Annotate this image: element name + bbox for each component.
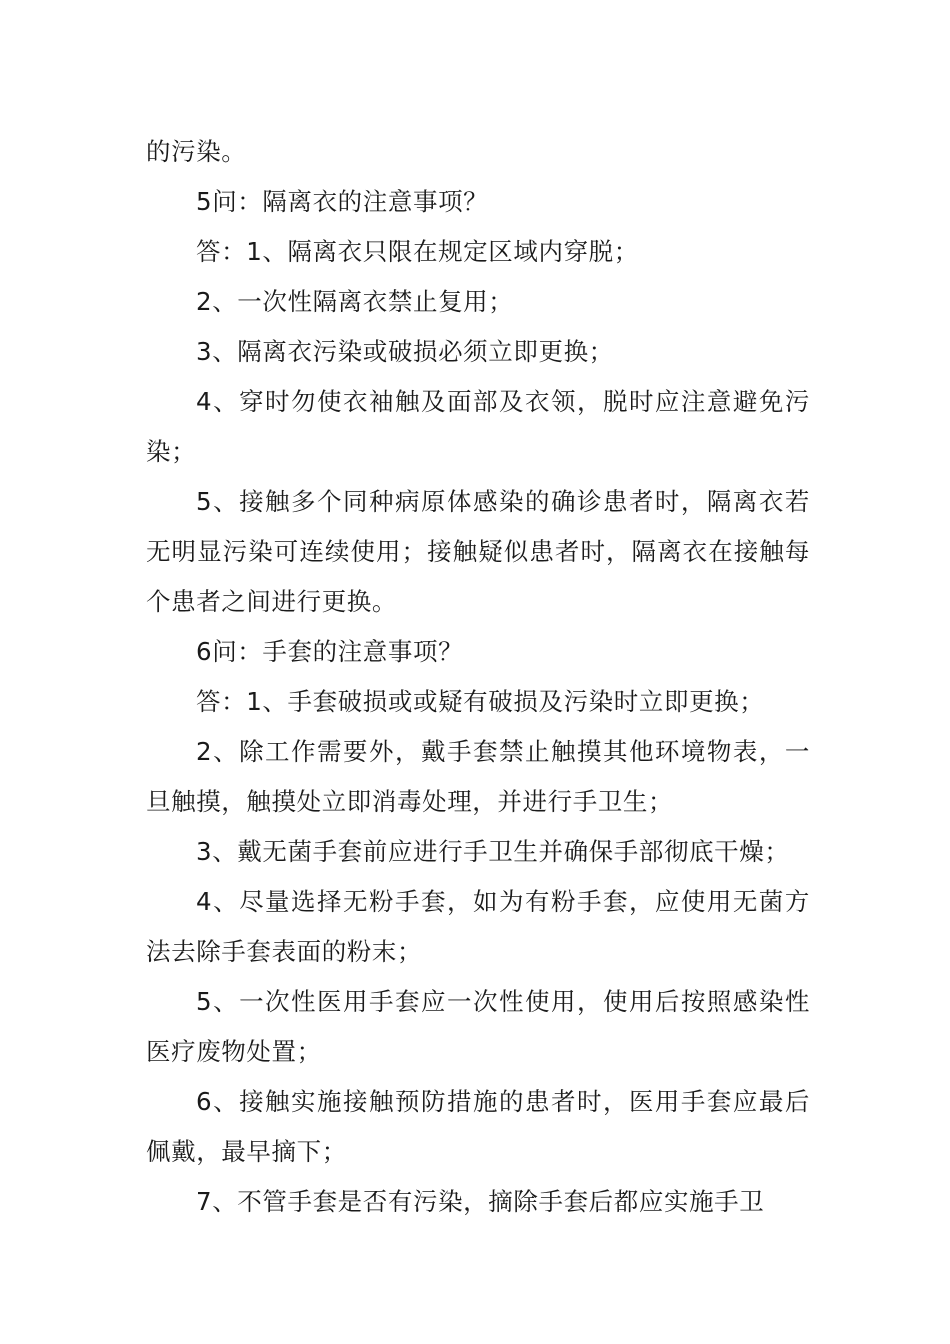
question-heading-5: 5问：隔离衣的注意事项？ [196,187,489,216]
question-heading-6: 6问：手套的注意事项？ [196,637,464,666]
gown-answer-item-4: 4、穿时勿使衣袖触及面部及衣领，脱时应注意避免污染； [146,387,810,466]
glove-answer-item-3: 3、戴无菌手套前应进行手卫生并确保手部彻底干燥； [196,837,790,866]
glove-answer-item-4: 4、尽量选择无粉手套，如为有粉手套，应使用无菌方法去除手套表面的粉末； [146,887,810,966]
glove-answer-item-1: 答：1、手套破损或或疑有破损及污染时立即更换； [196,687,765,716]
gown-answer-item-1: 答：1、隔离衣只限在规定区域内穿脱； [196,237,639,266]
paragraph-continuation: 的污染。 [146,137,247,166]
glove-answer-item-2: 2、除工作需要外，戴手套禁止触摸其他环境物表，一旦触摸，触摸处立即消毒处理，并进行手卫生； [146,737,810,816]
gown-answer-item-2: 2、一次性隔离衣禁止复用； [196,287,514,316]
glove-answer-item-5: 5、一次性医用手套应一次性使用，使用后按照感染性医疗废物处置； [146,987,810,1066]
glove-answer-item-6: 6、接触实施接触预防措施的患者时，医用手套应最后佩戴，最早摘下； [146,1087,810,1166]
gown-answer-item-5: 5、接触多个同种病原体感染的确诊患者时，隔离衣若无明显污染可连续使用；接触疑似患者时，隔离衣在接触每个患者之间进行更换。 [146,487,810,616]
gown-answer-item-3: 3、隔离衣污染或破损必须立即更换； [196,337,614,366]
glove-answer-item-7: 7、不管手套是否有污染，摘除手套后都应实施手卫 [196,1187,765,1216]
document-body [146,127,810,1227]
